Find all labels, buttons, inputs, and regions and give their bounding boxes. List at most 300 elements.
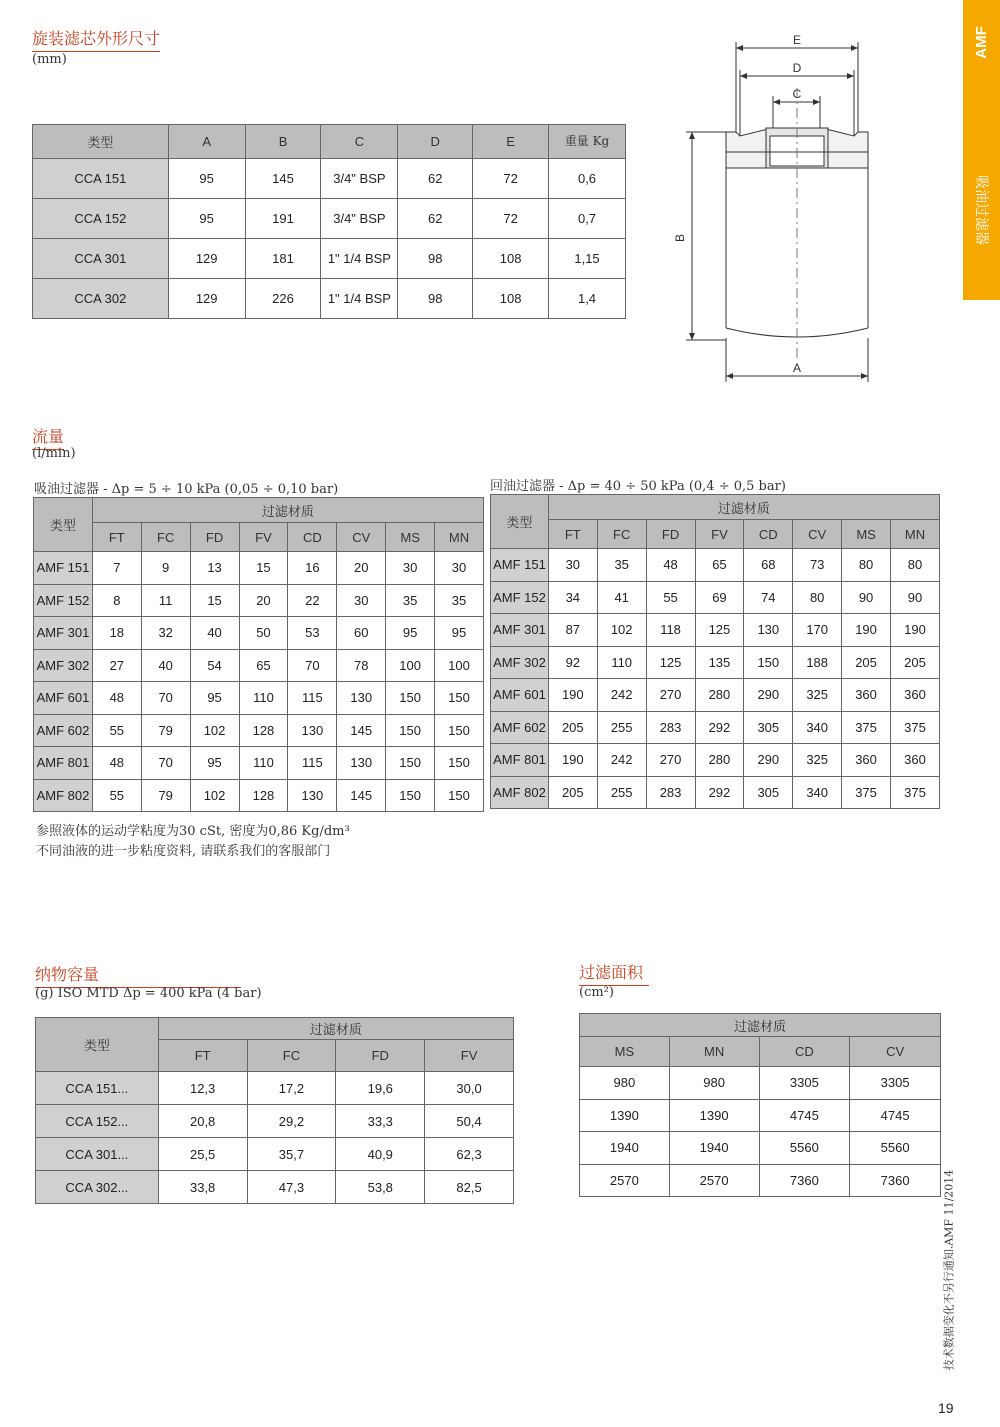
table-cell: 40 — [141, 649, 190, 682]
table-cell: 150 — [435, 779, 484, 812]
side-note-wrap — [930, 1150, 966, 1390]
area-group-header: 过滤材质 — [580, 1014, 941, 1037]
table-cell: 35 — [386, 584, 435, 617]
table-row — [491, 646, 940, 679]
table-row — [34, 649, 484, 682]
dimensions-title: 旋装滤芯外形尺寸 — [32, 26, 160, 52]
table-cell: 40 — [190, 617, 239, 650]
table-cell: 305 — [744, 711, 793, 744]
dimensions-col-header: E — [473, 125, 549, 159]
suction-caption: 吸油过滤器 - Δp = 5 ÷ 10 kPa (0,05 ÷ 0,10 bar) — [34, 482, 339, 497]
table-cell: 130 — [288, 779, 337, 812]
table-cell: 18 — [92, 617, 141, 650]
table-cell: 7360 — [759, 1164, 850, 1197]
table-row — [36, 1138, 514, 1171]
table-cell: 100 — [386, 649, 435, 682]
table-cell: 12,3 — [158, 1072, 247, 1105]
table-row — [491, 679, 940, 712]
table-cell: 5560 — [759, 1132, 850, 1165]
return-group-header: 过滤材质 — [548, 495, 939, 520]
table-cell: 80 — [793, 581, 842, 614]
row-label: AMF 601 — [34, 682, 93, 715]
table-cell: 30 — [435, 552, 484, 585]
side-note: 技术数据变化不另行通知.AMF 11/2014 — [942, 1169, 955, 1371]
area-col-header: MN — [669, 1037, 759, 1067]
capacity-col-header: FC — [247, 1040, 336, 1072]
row-label: CCA 151... — [36, 1072, 159, 1105]
table-cell: 1390 — [580, 1099, 670, 1132]
row-label: AMF 151 — [491, 549, 549, 582]
table-cell: 205 — [548, 776, 597, 809]
table-row — [34, 682, 484, 715]
table-cell: 62 — [398, 159, 473, 199]
row-label: AMF 801 — [491, 744, 549, 777]
suction-col-header: MN — [435, 523, 484, 552]
table-cell: 360 — [891, 679, 940, 712]
table-row — [33, 279, 626, 319]
table-cell: 20,8 — [158, 1105, 247, 1138]
capacity-col-header: FD — [336, 1040, 425, 1072]
table-cell: 170 — [793, 614, 842, 647]
table-cell: 20 — [337, 552, 386, 585]
table-row — [491, 581, 940, 614]
table-cell: 1" 1/4 BSP — [321, 279, 398, 319]
table-cell: 115 — [288, 747, 337, 780]
row-label: CCA 302... — [36, 1171, 159, 1204]
table-cell: 108 — [473, 279, 549, 319]
table-cell: 150 — [435, 682, 484, 715]
table-cell: 53,8 — [336, 1171, 425, 1204]
table-row — [491, 614, 940, 647]
table-cell: 980 — [580, 1067, 670, 1100]
table-cell: 47,3 — [247, 1171, 336, 1204]
table-row — [491, 549, 940, 582]
table-cell: 7360 — [850, 1164, 941, 1197]
return-col-header: FC — [597, 520, 646, 549]
table-row — [491, 776, 940, 809]
table-cell: 95 — [190, 747, 239, 780]
row-label: AMF 802 — [491, 776, 549, 809]
dim-label-e: E — [792, 33, 802, 47]
table-cell: 130 — [337, 747, 386, 780]
table-cell: 73 — [793, 549, 842, 582]
table-row — [36, 1072, 514, 1105]
table-cell: 129 — [168, 279, 245, 319]
row-label: AMF 801 — [34, 747, 93, 780]
table-cell: 95 — [168, 159, 245, 199]
table-cell: 242 — [597, 744, 646, 777]
table-cell: 128 — [239, 779, 288, 812]
table-cell: 72 — [473, 199, 549, 239]
row-label: AMF 302 — [34, 649, 93, 682]
suction-col-header: FC — [141, 523, 190, 552]
table-cell: 62,3 — [425, 1138, 514, 1171]
table-row — [34, 714, 484, 747]
table-cell: 33,3 — [336, 1105, 425, 1138]
dimensions-col-header: D — [398, 125, 473, 159]
table-cell: 325 — [793, 679, 842, 712]
table-cell: 15 — [239, 552, 288, 585]
table-cell: 25,5 — [158, 1138, 247, 1171]
table-cell: 41 — [597, 581, 646, 614]
row-label: CCA 301 — [33, 239, 169, 279]
table-cell: 292 — [695, 711, 744, 744]
table-cell: 98 — [398, 239, 473, 279]
table-cell: 145 — [337, 779, 386, 812]
table-cell: 60 — [337, 617, 386, 650]
table-cell: 191 — [245, 199, 321, 239]
capacity-type-header: 类型 — [36, 1018, 159, 1072]
table-cell: 305 — [744, 776, 793, 809]
table-cell: 29,2 — [247, 1105, 336, 1138]
table-cell: 3/4" BSP — [321, 159, 398, 199]
capacity-table — [35, 1017, 514, 1204]
table-cell: 11 — [141, 584, 190, 617]
table-cell: 55 — [646, 581, 695, 614]
table-cell: 360 — [842, 744, 891, 777]
table-cell: 128 — [239, 714, 288, 747]
table-row — [580, 1132, 941, 1165]
table-cell: 130 — [337, 682, 386, 715]
table-cell: 22 — [288, 584, 337, 617]
table-cell: 19,6 — [336, 1072, 425, 1105]
table-cell: 2570 — [580, 1164, 670, 1197]
table-cell: 110 — [597, 646, 646, 679]
table-row — [33, 239, 626, 279]
table-cell: 53 — [288, 617, 337, 650]
table-row — [36, 1171, 514, 1204]
table-cell: 205 — [891, 646, 940, 679]
table-cell: 68 — [744, 549, 793, 582]
area-title: 过滤面积 — [579, 960, 649, 986]
suction-col-header: MS — [386, 523, 435, 552]
suction-group-header: 过滤材质 — [92, 498, 483, 523]
flow-unit: (l/min) — [32, 446, 76, 461]
table-cell: 283 — [646, 711, 695, 744]
row-label: AMF 602 — [34, 714, 93, 747]
table-cell: 102 — [190, 779, 239, 812]
table-cell: 80 — [842, 549, 891, 582]
suction-flow-table — [33, 497, 484, 812]
table-row — [580, 1099, 941, 1132]
table-row — [34, 747, 484, 780]
row-label: AMF 802 — [34, 779, 93, 812]
table-cell: 79 — [141, 779, 190, 812]
table-cell: 108 — [473, 239, 549, 279]
table-cell: 1,4 — [549, 279, 626, 319]
table-cell: 87 — [548, 614, 597, 647]
table-cell: 65 — [239, 649, 288, 682]
table-cell: 4745 — [759, 1099, 850, 1132]
table-cell: 70 — [141, 682, 190, 715]
table-cell: 70 — [141, 747, 190, 780]
table-cell: 55 — [92, 714, 141, 747]
table-cell: 9 — [141, 552, 190, 585]
category-tab-label-wrap — [963, 150, 1000, 270]
table-cell: 27 — [92, 649, 141, 682]
table-cell: 190 — [548, 744, 597, 777]
table-cell: 110 — [239, 682, 288, 715]
row-label: AMF 151 — [34, 552, 93, 585]
table-row — [33, 199, 626, 239]
table-cell: 62 — [398, 199, 473, 239]
table-row — [580, 1164, 941, 1197]
table-cell: 226 — [245, 279, 321, 319]
return-col-header: MN — [891, 520, 940, 549]
table-cell: 340 — [793, 711, 842, 744]
area-col-header: CV — [850, 1037, 941, 1067]
table-cell: 1940 — [580, 1132, 670, 1165]
table-cell: 13 — [190, 552, 239, 585]
capacity-unit: (g) ISO MTD Δp = 400 kPa (4 bar) — [35, 986, 262, 1001]
table-cell: 90 — [842, 581, 891, 614]
table-cell: 130 — [288, 714, 337, 747]
row-label: CCA 151 — [33, 159, 169, 199]
brand-tab-label-wrap — [963, 12, 1000, 72]
capacity-title: 纳物容量 — [35, 962, 241, 988]
table-row — [34, 552, 484, 585]
dimensions-col-header: B — [245, 125, 321, 159]
table-cell: 290 — [744, 679, 793, 712]
table-cell: 255 — [597, 711, 646, 744]
table-cell: 130 — [744, 614, 793, 647]
capacity-group-header: 过滤材质 — [158, 1018, 513, 1040]
table-cell: 7 — [92, 552, 141, 585]
table-cell: 150 — [744, 646, 793, 679]
table-cell: 270 — [646, 679, 695, 712]
table-cell: 3/4" BSP — [321, 199, 398, 239]
table-cell: 95 — [435, 617, 484, 650]
return-col-header: FV — [695, 520, 744, 549]
area-col-header: MS — [580, 1037, 670, 1067]
dim-label-c: C — [792, 87, 802, 101]
return-col-header: CV — [793, 520, 842, 549]
row-label: AMF 301 — [34, 617, 93, 650]
table-cell: 181 — [245, 239, 321, 279]
table-cell: 80 — [891, 549, 940, 582]
table-cell: 290 — [744, 744, 793, 777]
table-row — [36, 1105, 514, 1138]
return-caption: 回油过滤器 - Δp = 40 ÷ 50 kPa (0,4 ÷ 0,5 bar) — [490, 479, 786, 494]
table-cell: 30,0 — [425, 1072, 514, 1105]
table-cell: 95 — [168, 199, 245, 239]
table-cell: 3305 — [759, 1067, 850, 1100]
suction-col-header: CD — [288, 523, 337, 552]
suction-col-header: FT — [92, 523, 141, 552]
table-cell: 74 — [744, 581, 793, 614]
table-cell: 54 — [190, 649, 239, 682]
table-cell: 2570 — [669, 1164, 759, 1197]
area-unit: (cm²) — [579, 985, 614, 1000]
table-cell: 360 — [842, 679, 891, 712]
table-cell: 55 — [92, 779, 141, 812]
table-cell: 188 — [793, 646, 842, 679]
table-cell: 205 — [548, 711, 597, 744]
table-cell: 33,8 — [158, 1171, 247, 1204]
table-cell: 255 — [597, 776, 646, 809]
table-cell: 72 — [473, 159, 549, 199]
table-cell: 92 — [548, 646, 597, 679]
table-cell: 65 — [695, 549, 744, 582]
table-cell: 125 — [695, 614, 744, 647]
table-row — [34, 584, 484, 617]
table-cell: 1,15 — [549, 239, 626, 279]
suction-type-header: 类型 — [34, 498, 93, 552]
table-cell: 325 — [793, 744, 842, 777]
page-number: 19 — [938, 1400, 954, 1416]
table-cell: 980 — [669, 1067, 759, 1100]
dimensions-col-header: 类型 — [33, 125, 169, 159]
table-cell: 340 — [793, 776, 842, 809]
table-cell: 17,2 — [247, 1072, 336, 1105]
table-cell: 125 — [646, 646, 695, 679]
table-cell: 150 — [386, 779, 435, 812]
table-cell: 270 — [646, 744, 695, 777]
row-label: AMF 602 — [491, 711, 549, 744]
table-cell: 110 — [239, 747, 288, 780]
row-label: CCA 301... — [36, 1138, 159, 1171]
table-cell: 360 — [891, 744, 940, 777]
table-cell: 190 — [548, 679, 597, 712]
table-cell: 0,7 — [549, 199, 626, 239]
table-cell: 8 — [92, 584, 141, 617]
table-cell: 35 — [435, 584, 484, 617]
row-label: CCA 302 — [33, 279, 169, 319]
table-cell: 375 — [891, 776, 940, 809]
table-cell: 1940 — [669, 1132, 759, 1165]
flow-title: 流量 — [32, 424, 64, 450]
table-cell: 292 — [695, 776, 744, 809]
table-cell: 40,9 — [336, 1138, 425, 1171]
suction-col-header: FV — [239, 523, 288, 552]
flow-note-2: 不同油液的进一步粘度资料, 请联系我们的客服部门 — [36, 844, 331, 859]
table-cell: 190 — [842, 614, 891, 647]
area-table — [579, 1013, 941, 1197]
table-cell: 35 — [597, 549, 646, 582]
row-label: AMF 601 — [491, 679, 549, 712]
table-cell: 70 — [288, 649, 337, 682]
row-label: AMF 152 — [34, 584, 93, 617]
table-cell: 190 — [891, 614, 940, 647]
row-label: AMF 301 — [491, 614, 549, 647]
row-label: AMF 302 — [491, 646, 549, 679]
table-cell: 5560 — [850, 1132, 941, 1165]
dimensions-table — [32, 124, 626, 319]
table-cell: 15 — [190, 584, 239, 617]
table-cell: 145 — [245, 159, 321, 199]
table-cell: 118 — [646, 614, 695, 647]
table-cell: 375 — [842, 776, 891, 809]
table-cell: 90 — [891, 581, 940, 614]
dim-label-d: D — [792, 61, 802, 75]
table-cell: 150 — [435, 747, 484, 780]
dim-label-a: A — [792, 361, 802, 375]
table-cell: 102 — [597, 614, 646, 647]
return-col-header: MS — [842, 520, 891, 549]
dimensions-unit: (mm) — [32, 52, 67, 67]
category-tab — [963, 0, 1000, 300]
table-cell: 78 — [337, 649, 386, 682]
dim-label-b: B — [673, 233, 687, 243]
table-cell: 48 — [92, 747, 141, 780]
table-cell: 150 — [386, 747, 435, 780]
table-cell: 100 — [435, 649, 484, 682]
return-type-header: 类型 — [491, 495, 549, 549]
table-cell: 69 — [695, 581, 744, 614]
table-cell: 3305 — [850, 1067, 941, 1100]
brand-tab-label: AMF — [973, 25, 990, 59]
dimensions-col-header: C — [321, 125, 398, 159]
return-flow-table — [490, 494, 940, 809]
table-cell: 150 — [386, 714, 435, 747]
table-cell: 79 — [141, 714, 190, 747]
row-label: CCA 152 — [33, 199, 169, 239]
capacity-col-header: FT — [158, 1040, 247, 1072]
table-cell: 48 — [92, 682, 141, 715]
table-cell: 20 — [239, 584, 288, 617]
category-tab-label: 吸油过滤器 — [972, 175, 989, 245]
return-col-header: CD — [744, 520, 793, 549]
table-cell: 30 — [548, 549, 597, 582]
table-cell: 98 — [398, 279, 473, 319]
table-cell: 102 — [190, 714, 239, 747]
table-cell: 35,7 — [247, 1138, 336, 1171]
table-cell: 242 — [597, 679, 646, 712]
capacity-col-header: FV — [425, 1040, 514, 1072]
dimensions-col-header: 重量 Kg — [549, 125, 626, 159]
table-row — [33, 159, 626, 199]
row-label: AMF 152 — [491, 581, 549, 614]
table-cell: 95 — [190, 682, 239, 715]
dimensions-col-header: A — [168, 125, 245, 159]
area-col-header: CD — [759, 1037, 850, 1067]
return-col-header: FD — [646, 520, 695, 549]
table-cell: 30 — [337, 584, 386, 617]
table-cell: 4745 — [850, 1099, 941, 1132]
table-cell: 50 — [239, 617, 288, 650]
filter-dimension-diagram — [670, 28, 890, 388]
table-cell: 1390 — [669, 1099, 759, 1132]
table-cell: 280 — [695, 679, 744, 712]
row-label: CCA 152... — [36, 1105, 159, 1138]
table-cell: 150 — [435, 714, 484, 747]
table-cell: 50,4 — [425, 1105, 514, 1138]
table-row — [34, 617, 484, 650]
suction-col-header: CV — [337, 523, 386, 552]
table-cell: 375 — [842, 711, 891, 744]
table-cell: 95 — [386, 617, 435, 650]
table-cell: 30 — [386, 552, 435, 585]
table-row — [491, 744, 940, 777]
table-cell: 145 — [337, 714, 386, 747]
table-row — [34, 779, 484, 812]
return-col-header: FT — [548, 520, 597, 549]
table-cell: 115 — [288, 682, 337, 715]
table-cell: 48 — [646, 549, 695, 582]
flow-note-1: 参照液体的运动学粘度为30 cSt, 密度为0,86 Kg/dm³ — [36, 824, 350, 839]
table-cell: 32 — [141, 617, 190, 650]
table-cell: 0,6 — [549, 159, 626, 199]
table-cell: 150 — [386, 682, 435, 715]
table-cell: 135 — [695, 646, 744, 679]
table-cell: 280 — [695, 744, 744, 777]
table-cell: 205 — [842, 646, 891, 679]
table-cell: 129 — [168, 239, 245, 279]
table-cell: 16 — [288, 552, 337, 585]
table-cell: 375 — [891, 711, 940, 744]
table-cell: 1" 1/4 BSP — [321, 239, 398, 279]
table-cell: 283 — [646, 776, 695, 809]
